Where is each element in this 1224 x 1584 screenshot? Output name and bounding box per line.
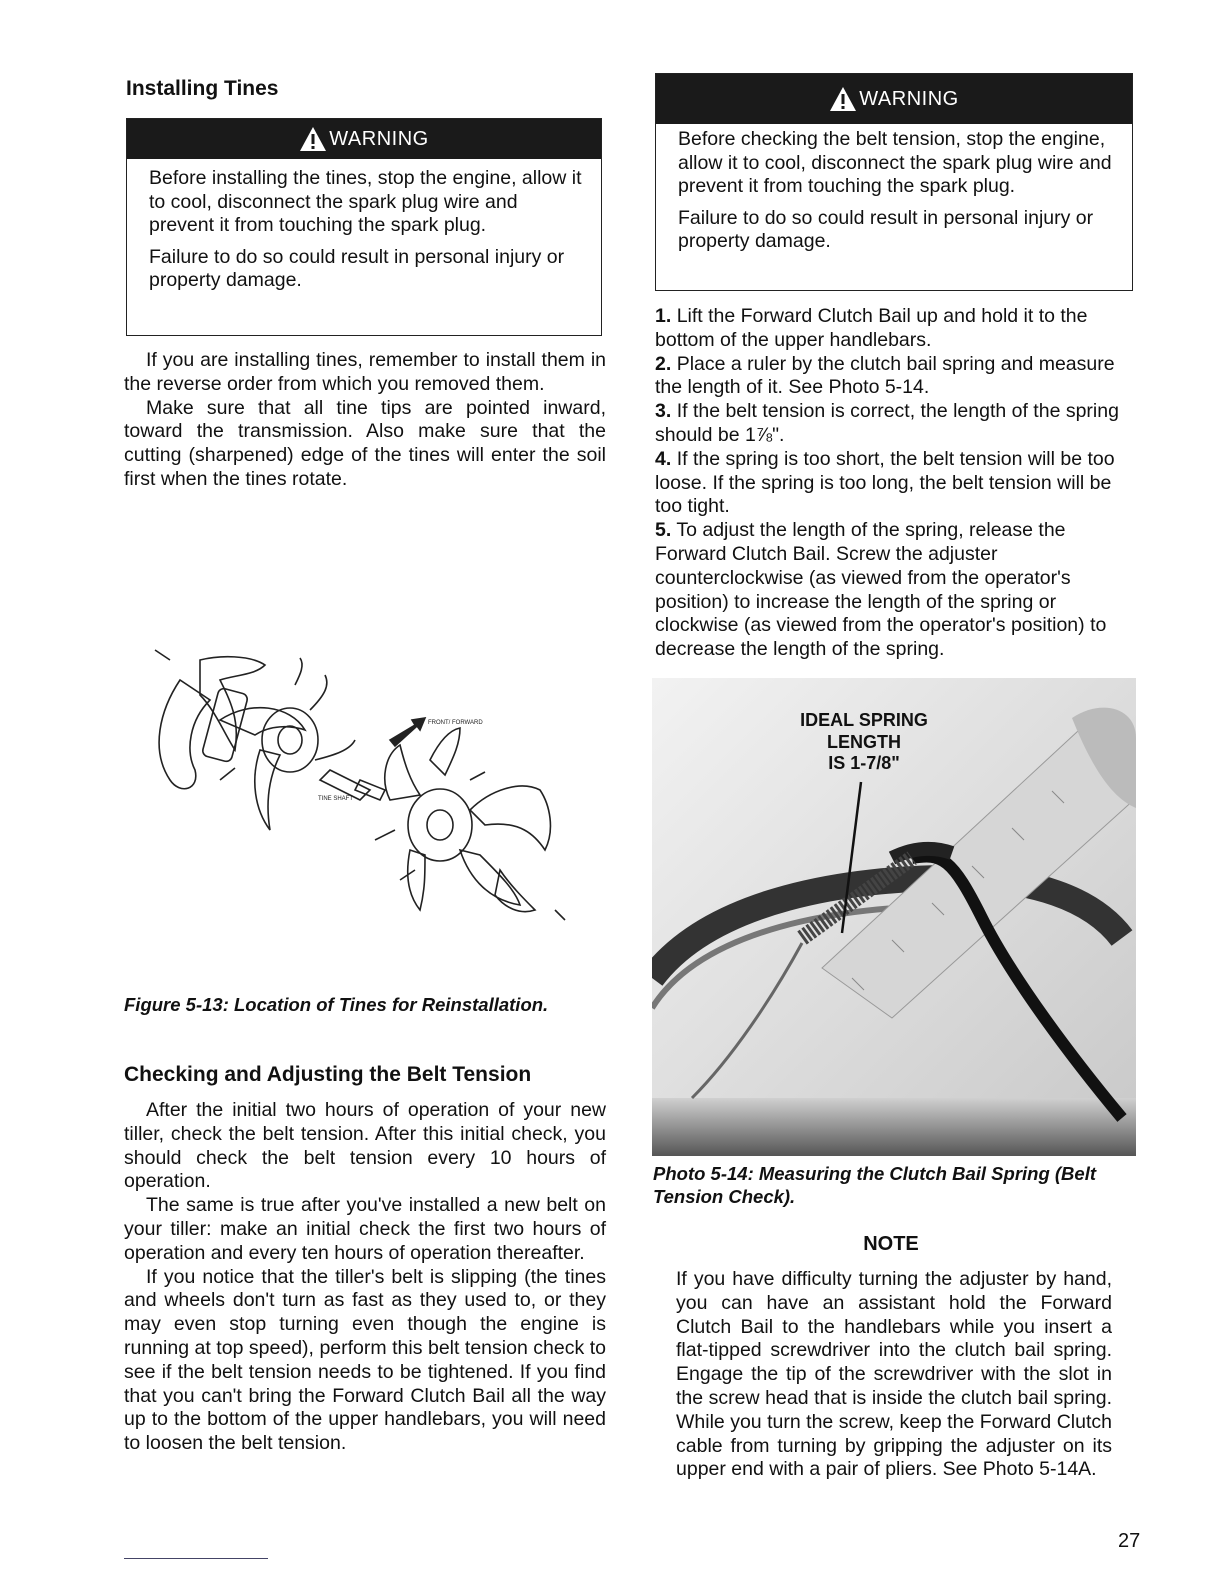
step-number: 1. xyxy=(655,305,672,327)
photo-label-line: LENGTH xyxy=(827,731,901,752)
section-title-belt-tension: Checking and Adjusting the Belt Tension xyxy=(124,1063,532,1086)
warning-triangle-icon xyxy=(829,86,857,112)
step-item xyxy=(655,305,1139,353)
figure-caption: Figure 5-13: Location of Tines for Reinstallation. xyxy=(124,994,549,1015)
section-title-installing-tines: Installing Tines xyxy=(126,77,279,100)
paragraph: If you notice that the tiller's belt is slipping (the tines and wheels don't turn as fast as they used to, or they may even stop turning even though the engine is running at top speed), perform this belt tension check to see if the belt tension needs to be tightened. If you find that you can't bring the Forward Clutch Bail all the way up to the bottom of the upper handlebars, you will need to loosen the belt tension. xyxy=(124,1265,606,1455)
belt-tension-text xyxy=(124,1099,606,1456)
step-item xyxy=(655,400,1139,448)
warning-text: Before checking the belt tension, stop the engine, allow it to cool, disconnect the spark plug wire and prevent it from touching the spark plug. xyxy=(678,128,1112,197)
step-item xyxy=(655,519,1139,662)
warning-header xyxy=(656,74,1132,124)
tine-shaft-label: TINE SHAFT xyxy=(318,796,354,802)
photo-caption: Photo 5-14: Measuring the Clutch Bail Spring (Belt Tension Check). xyxy=(653,1163,1097,1207)
step-text: To adjust the length of the spring, release the Forward Clutch Bail. Screw the adjuster counterclockwise (as viewed from the operator's position) to increase the length of the spring or clockwise (as viewed from the operator's position) to decrease the length of the spring. xyxy=(655,519,1107,661)
warning-box-tines xyxy=(126,118,602,336)
photo-label-line: IS 1-7/8" xyxy=(828,753,900,773)
paragraph: Make sure that all tine tips are pointed inward, toward the transmission. Also make sure that the cutting (sharpened) edge of the tines will enter the soil first when the tines rotate. xyxy=(124,396,606,490)
step-number: 3. xyxy=(655,400,672,423)
step-number: 5. xyxy=(655,519,672,542)
note-text xyxy=(676,1268,1112,1482)
step-item xyxy=(655,353,1139,401)
page-number: 27 xyxy=(1118,1530,1141,1552)
front-forward-label: FRONT/ FORWARD xyxy=(428,720,483,726)
clutch-bail-photo xyxy=(652,678,1136,1156)
warning-text: Before installing the tines, stop the engine, allow it to cool, disconnect the spark plug wire and prevent it from touching the spark plug. xyxy=(149,167,582,236)
step-text: Lift the Forward Clutch Bail up and hold it to the bottom of the upper handlebars. xyxy=(655,305,1088,351)
warning-label: WARNING xyxy=(329,127,429,150)
step-text: If the spring is too short, the belt tension will be too loose. If the spring is too long, the belt tension will be too tight. xyxy=(655,447,1115,518)
footer-rule xyxy=(124,1558,268,1559)
note-paragraph: If you have difficulty turning the adjuster by hand, you can have an assistant hold the Forward Clutch Bail to the handlebars while you insert a flat-tipped screwdriver into the clutch bail spring. Engage the tip of the screwdriver with the slot in the screw head that is inside the clutch bail spring. While you turn the screw, keep the Forward Clutch cable from turning by gripping the adjuster on its upper end with a pair of pliers. See Photo 5-14A. xyxy=(676,1268,1112,1481)
step-item xyxy=(655,448,1139,519)
warning-consequence: Failure to do so could result in personal injury or property damage. xyxy=(149,245,565,291)
belt-check-steps xyxy=(655,305,1139,662)
paragraph: After the initial two hours of operation of your new tiller, check the belt tension. After this initial check, you should check the belt tension every 10 hours of operation. xyxy=(124,1099,606,1193)
warning-label: WARNING xyxy=(859,87,959,110)
warning-header xyxy=(127,119,601,159)
paragraph: The same is true after you've installed a new belt on your tiller: make an initial check the first two hours of operation and every ten hours of operation thereafter. xyxy=(124,1194,606,1264)
tine-assembly-figure xyxy=(140,640,580,940)
step-number: 2. xyxy=(655,352,672,375)
photo-label xyxy=(764,710,964,775)
paragraph: If you are installing tines, remember to install them in the reverse order from which you removed them. xyxy=(124,349,606,395)
warning-box-belt xyxy=(655,73,1133,291)
step-text: Place a ruler by the clutch bail spring and measure the length of it. See Photo 5-14. xyxy=(655,352,1115,399)
step-text: If the belt tension is correct, the length of the spring should be 1⅞". xyxy=(655,400,1119,446)
install-tines-text xyxy=(124,349,606,492)
warning-consequence: Failure to do so could result in personal injury or property damage. xyxy=(678,206,1094,252)
warning-triangle-icon xyxy=(299,126,327,152)
step-number: 4. xyxy=(655,447,672,470)
photo-label-line: IDEAL SPRING xyxy=(800,710,928,730)
note-title: NOTE xyxy=(863,1233,919,1255)
